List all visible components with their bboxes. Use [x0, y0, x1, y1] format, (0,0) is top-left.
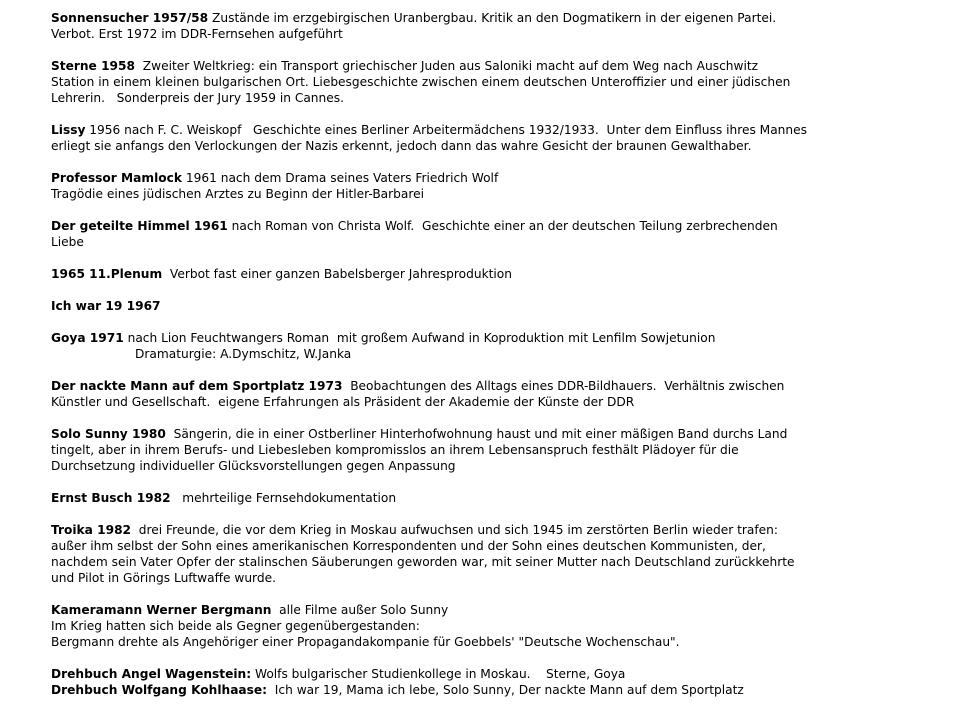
filmography-document — [51, 10, 931, 698]
film-entry — [51, 666, 931, 698]
entry-line — [51, 138, 931, 154]
entry-line — [51, 330, 931, 346]
entry-line — [51, 90, 931, 106]
entry-title: Professor Mamlock — [51, 171, 182, 185]
entry-title: Drehbuch Wolfgang Kohlhaase: — [51, 683, 268, 697]
entry-title: Ich war 19 1967 — [51, 299, 161, 313]
film-entry — [51, 522, 931, 586]
entry-text: Ich war 19, Mama ich lebe, Solo Sunny, Der nackte Mann auf dem Sportplatz — [267, 683, 744, 697]
film-entry — [51, 330, 931, 362]
entry-text: und Pilot in Görings Luftwaffe wurde. — [51, 571, 276, 585]
entry-text: Tragödie eines jüdischen Arztes zu Beginn der Hitler-Barbarei — [51, 187, 424, 201]
entry-text: Künstler und Gesellschaft. eigene Erfahrungen als Präsident der Akademie der Künste der DDR — [51, 395, 635, 409]
entry-line — [51, 170, 931, 186]
entry-line — [51, 234, 931, 250]
entry-text: tingelt, aber in ihrem Berufs- und Liebesleben kompromisslos an ihrem Lebensanspruch festhält Plädoyer für die — [51, 443, 739, 457]
film-entry — [51, 426, 931, 474]
entry-text: Verbot fast einer ganzen Babelsberger Jahresproduktion — [162, 267, 512, 281]
film-entry — [51, 298, 931, 314]
entry-text: 1961 nach dem Drama seines Vaters Friedrich Wolf — [181, 171, 499, 185]
entry-line — [51, 346, 931, 362]
entry-title: Kameramann Werner Bergmann — [51, 603, 272, 617]
film-entry — [51, 378, 931, 410]
entry-line — [51, 522, 931, 538]
entry-line — [51, 634, 931, 650]
entry-line — [51, 538, 931, 554]
entry-line — [51, 10, 931, 26]
entry-text: drei Freunde, die vor dem Krieg in Moskau aufwuchsen und sich 1945 im zerstörten Berlin wieder trafen: — [131, 523, 778, 537]
entry-title: Sterne 1958 — [51, 59, 135, 73]
entry-text: Durchsetzung individueller Glücksvorstellungen gegen Anpassung — [51, 459, 456, 473]
entry-line — [51, 266, 931, 282]
entry-line — [51, 186, 931, 202]
entry-title: Solo Sunny 1980 — [51, 427, 166, 441]
film-entry — [51, 170, 931, 202]
entry-title: Sonnensucher 1957/58 — [51, 11, 209, 25]
entry-line — [51, 58, 931, 74]
entry-text: Sängerin, die in einer Ostberliner Hinterhofwohnung haust und mit einer mäßigen Band durchs Land — [165, 427, 788, 441]
entry-line — [51, 74, 931, 90]
entry-text: Im Krieg hatten sich beide als Gegner gegenübergestanden: — [51, 619, 420, 633]
entry-line — [51, 618, 931, 634]
entry-line — [51, 26, 931, 42]
entry-text: außer ihm selbst der Sohn eines amerikanischen Korrespondenten und der Sohn eines deutschen Kommunisten, der, — [51, 539, 766, 553]
entry-line — [51, 218, 931, 234]
film-entry — [51, 122, 931, 154]
entry-line — [51, 666, 931, 682]
entry-line — [51, 298, 931, 314]
entry-title: Drehbuch Angel Wagenstein: — [51, 667, 252, 681]
entry-text: alle Filme außer Solo Sunny — [271, 603, 449, 617]
entry-text: nach Roman von Christa Wolf. Geschichte einer an der deutschen Teilung zerbrechenden — [227, 219, 778, 233]
film-entry — [51, 10, 931, 42]
film-entry — [51, 58, 931, 106]
entry-line — [51, 442, 931, 458]
entry-text: Lehrerin. Sonderpreis der Jury 1959 in Cannes. — [51, 91, 344, 105]
entry-text: Wolfs bulgarischer Studienkollege in Moskau. Sterne, Goya — [251, 667, 626, 681]
entry-line — [51, 394, 931, 410]
entry-text: Station in einem kleinen bulgarischen Ort. Liebesgeschichte zwischen einem deutschen Unteroffizier und einer jüdischen — [51, 75, 791, 89]
entry-title: Der nackte Mann auf dem Sportplatz 1973 — [51, 379, 343, 393]
entry-line — [51, 602, 931, 618]
film-entry — [51, 490, 931, 506]
entry-text: Dramaturgie: A.Dymschitz, W.Janka — [135, 347, 352, 361]
entry-line — [51, 458, 931, 474]
entry-text: Verbot. Erst 1972 im DDR-Fernsehen aufgeführt — [51, 27, 343, 41]
entry-title: Der geteilte Himmel 1961 — [51, 219, 228, 233]
entry-text: Beobachtungen des Alltags eines DDR-Bildhauers. Verhältnis zwischen — [342, 379, 785, 393]
entry-title: Troika 1982 — [51, 523, 132, 537]
entry-title: Lissy — [51, 123, 86, 137]
entry-text: Zweiter Weltkrieg: ein Transport griechischer Juden aus Saloniki macht auf dem Weg nach Auschwitz — [135, 59, 759, 73]
entry-line — [51, 682, 931, 698]
entry-line — [51, 122, 931, 138]
entry-title: 1965 11.Plenum — [51, 267, 163, 281]
entry-text: erliegt sie anfangs den Verlockungen der Nazis erkennt, jedoch dann das wahre Gesicht der braunen Gewalthaber. — [51, 139, 752, 153]
entry-title: Goya 1971 — [51, 331, 124, 345]
entry-text: Zustände im erzgebirgischen Uranbergbau. Kritik an den Dogmatikern in der eigenen Partei. — [208, 11, 777, 25]
entry-line — [51, 426, 931, 442]
entry-text: nach Lion Feuchtwangers Roman mit großem Aufwand in Koproduktion mit Lenfilm Sowjetunion — [123, 331, 716, 345]
entry-text: Liebe — [51, 235, 84, 249]
film-entry — [51, 266, 931, 282]
entry-text: mehrteilige Fernsehdokumentation — [170, 491, 397, 505]
film-entry — [51, 602, 931, 650]
film-entry — [51, 218, 931, 250]
entry-text: nachdem sein Vater Opfer der stalinschen Säuberungen geworden war, mit seiner Mutter nach Deutschland zurückkehrte — [51, 555, 795, 569]
entry-text: 1956 nach F. C. Weiskopf Geschichte eines Berliner Arbeitermädchens 1932/1933. Unter dem Einfluss ihres Mannes — [85, 123, 807, 137]
entry-line — [51, 554, 931, 570]
entry-text: Bergmann drehte als Angehöriger einer Propagandakompanie für Goebbels' "Deutsche Wochenschau". — [51, 635, 680, 649]
entry-line — [51, 378, 931, 394]
entry-title: Ernst Busch 1982 — [51, 491, 171, 505]
entry-line — [51, 490, 931, 506]
entry-line — [51, 570, 931, 586]
